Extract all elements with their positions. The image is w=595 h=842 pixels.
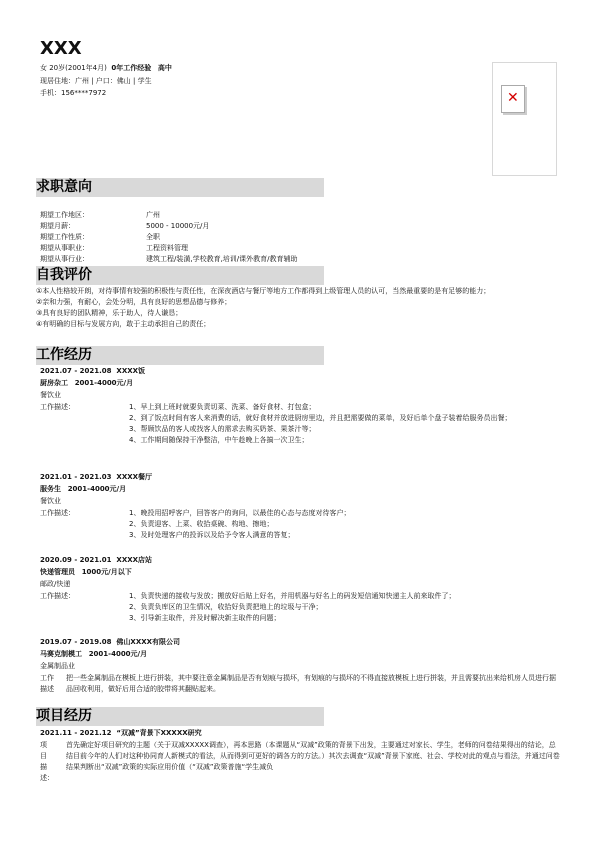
job-industry: 餐饮业 bbox=[40, 391, 61, 399]
job-desc-label: 工作描述 bbox=[40, 674, 54, 693]
gender-age: 女 20岁(2001年4月) bbox=[40, 64, 107, 72]
job-salary: 2001-4000元/月 bbox=[88, 650, 148, 658]
candidate-name: XXX bbox=[40, 38, 82, 59]
job-desc-label: 工作描述： bbox=[40, 509, 75, 517]
job-salary: 1000元/月以下 bbox=[81, 568, 132, 576]
job-company: XXXX店站 bbox=[116, 556, 153, 564]
job-period: 2019.07 - 2019.08 bbox=[40, 638, 112, 646]
job-task: 3、引导新主取件，并及时解决新主取件的问题； bbox=[129, 614, 281, 622]
self-eval-list bbox=[36, 286, 561, 330]
job-company: XXXX餐厅 bbox=[116, 473, 153, 481]
section-project bbox=[36, 707, 324, 726]
job-period: 2021.07 - 2021.08 bbox=[40, 367, 112, 375]
job-desc-label: 工作描述： bbox=[40, 403, 75, 411]
job-entry bbox=[40, 472, 560, 541]
job-task: 2、到了饭点时间有客人来消费的话，就好食材并放进厨房里边，并且把需要做的菜单，及好后单个盘子装着给服务员出餐； bbox=[129, 414, 512, 422]
job-company: XXXX饭 bbox=[116, 367, 146, 375]
job-desc-label: 工作描述： bbox=[40, 592, 75, 600]
job-task: 3、及时处理客户的投诉以及给予令客人满意的答复； bbox=[129, 531, 295, 539]
job-entry bbox=[40, 637, 560, 695]
job-period: 2020.09 - 2021.01 bbox=[40, 556, 112, 564]
residence-info: 现居住地：广州 | 户口：佛山 | 学生 bbox=[40, 77, 152, 85]
intent-value: 建筑工程/装潢,学校教育,培训/课外教育/教育辅助 bbox=[146, 255, 298, 263]
experience: 0年工作经验 bbox=[111, 64, 152, 72]
job-title: 马赛克制模工 bbox=[40, 650, 82, 658]
self-eval-item: ④有明确的目标与发展方向，敢于主动承担自己的责任； bbox=[36, 320, 211, 328]
section-title-self-eval: 自我评价 bbox=[36, 267, 92, 283]
job-task: 4、工作期间随保持干净整洁，中午趁晚上各搞一次卫生； bbox=[129, 436, 309, 444]
self-eval-item: ①本人性格较开朗，对待事情有较强的积极性与责任性，在深夜酒店与餐厅等地方工作都得到上级管理人员的认可，当然最重要的是有足够的能力； bbox=[36, 287, 491, 295]
section-intent bbox=[36, 178, 324, 197]
intent-label: 期望从事行业： bbox=[40, 255, 89, 263]
job-task: 1、负责快递的接收与发放；搬放好后贴上好名，并用机器与好名上的码发短信通知快递主人前来取件了； bbox=[129, 592, 456, 600]
section-self-eval bbox=[36, 266, 324, 285]
intent-label: 期望工作性质： bbox=[40, 233, 89, 241]
intent-label: 期望工作地区： bbox=[40, 211, 89, 219]
project-desc-label: 项目描述： bbox=[40, 741, 54, 782]
phone-info: 手机：156****7972 bbox=[40, 89, 107, 97]
intent-value: 广州 bbox=[146, 211, 160, 219]
job-period: 2021.01 - 2021.03 bbox=[40, 473, 112, 481]
intent-value: 5000 - 10000元/月 bbox=[146, 222, 210, 230]
job-salary: 2001-4000元/月 bbox=[74, 379, 134, 387]
job-entry bbox=[40, 366, 560, 446]
section-work bbox=[36, 346, 324, 365]
job-desc: 把一些金属制品在模板上进行拼装，其中要注意金属制品是否有划痕与损坏，有划痕的与损坏的不得直接放模板上进行拼装，并且需要抗出来给机房人员进行据品回收利用，做好后用合适的胶带将其翻贴起来。 bbox=[66, 674, 556, 693]
job-entry bbox=[40, 555, 560, 624]
job-industry: 餐饮业 bbox=[40, 497, 61, 505]
intent-label: 期望月薪： bbox=[40, 222, 75, 230]
job-title: 厨房杂工 bbox=[40, 379, 68, 387]
job-industry: 邮政/快递 bbox=[40, 580, 71, 588]
job-title: 快递管理员 bbox=[40, 568, 75, 576]
self-eval-item: ③具有良好的团队精神，乐于助人，待人谦恳； bbox=[36, 309, 183, 317]
job-task: 1、晚投用招呼客户，回答客户的询问，以最佳的心态与态度对待客户； bbox=[129, 509, 351, 517]
section-title-intent: 求职意向 bbox=[36, 179, 92, 195]
project-desc: 首先确定好项目研究的主题（关于双减XXXXX调查），再本思路（本课题从“双减”政策的背景下出发，主要通过对家长、学生，老师的问卷结果得出的结论，总结目前今年的人们对这种协同育人新模式的看法，从而得到可更好的调各方的方法。）其次去调查“双减”背景下家庭、社会、学校对此的观点与看法，并通过问卷结果判断出“双减”政策的实际应用价值（“双减”政策普施“学生减负 bbox=[66, 741, 560, 771]
section-title-project: 项目经历 bbox=[36, 708, 92, 724]
section-title-work: 工作经历 bbox=[36, 347, 92, 363]
intent-value: 全职 bbox=[146, 233, 160, 241]
job-task: 2、负责负库区的卫生情况，收拾好负责把地上的垃圾与干净； bbox=[129, 603, 323, 611]
project-period: 2021.11 - 2021.12 bbox=[40, 729, 112, 737]
project-entry bbox=[40, 728, 560, 782]
broken-image-icon: ✕ bbox=[501, 85, 525, 113]
job-task: 3、帮顾饮品的客人或找客人的需求去购买奶茶、果茶汁等； bbox=[129, 425, 316, 433]
basic-info-line bbox=[40, 63, 172, 73]
project-name: “双减”背景下XXXXX研究 bbox=[116, 729, 202, 737]
photo-frame bbox=[492, 62, 557, 176]
self-eval-item: ②亲和力强，有耐心，会处分明，具有良好的思想品德与修养； bbox=[36, 298, 232, 306]
intent-value: 工程资料管理 bbox=[146, 244, 188, 252]
job-industry: 金属制品业 bbox=[40, 662, 75, 670]
intent-label: 期望从事职业： bbox=[40, 244, 89, 252]
job-task: 1、早上到上班时就要负责切菜、洗菜、备好食材、打包盒； bbox=[129, 403, 316, 411]
job-salary: 2001-4000元/月 bbox=[67, 485, 127, 493]
job-task: 2、负责迎客、上菜、收拾桌碗、构地、擦地； bbox=[129, 520, 274, 528]
education: 高中 bbox=[157, 64, 172, 72]
job-company: 佛山XXXX有限公司 bbox=[116, 638, 181, 646]
job-title: 服务生 bbox=[40, 485, 61, 493]
